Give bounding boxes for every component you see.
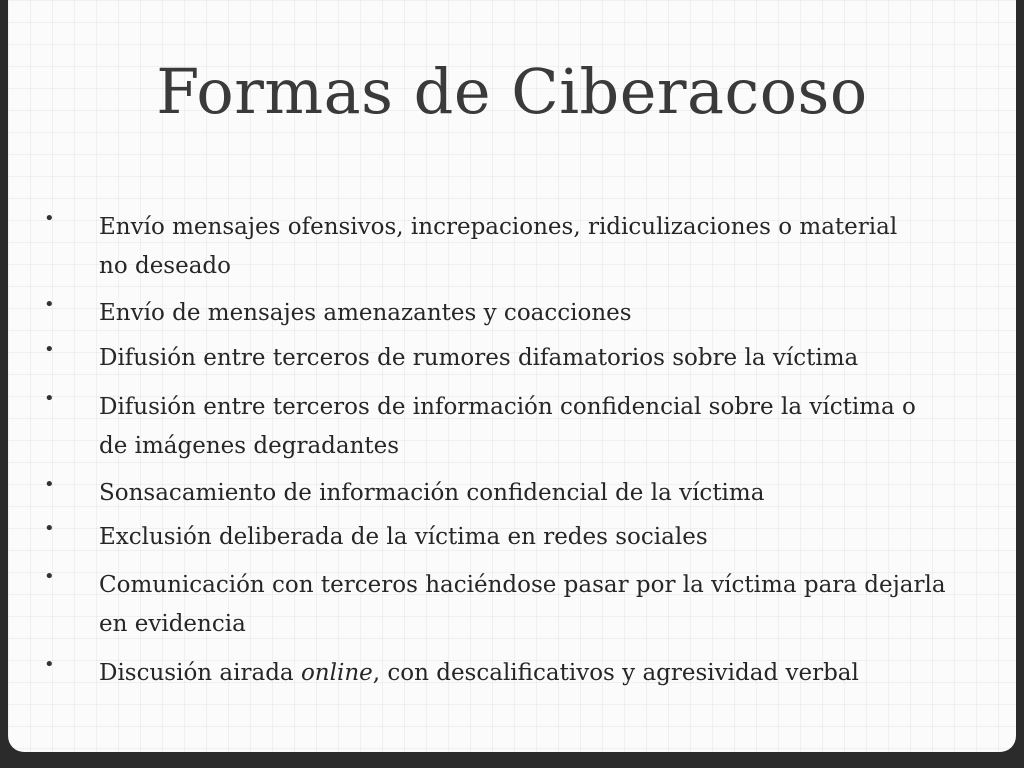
bullet-icon: •: [44, 474, 55, 495]
list-item-text: Difusión entre terceros de rumores difamatorios sobre la víctima: [99, 345, 859, 371]
list-item: [44, 518, 964, 557]
list-item-text: [99, 654, 964, 693]
bullet-icon: •: [44, 339, 55, 360]
list-item: [44, 208, 964, 286]
bullet-icon: •: [44, 654, 55, 675]
slide-title: Formas de Ciberacoso: [156, 55, 868, 128]
list-item-text-start: Discusión airada: [99, 660, 301, 686]
list-item: [44, 388, 964, 466]
list-item-text: Comunicación con terceros haciéndose pasar por la víctima para dejarla en evidencia: [99, 572, 946, 637]
list-item: [44, 339, 964, 378]
list-item-text: Exclusión deliberada de la víctima en redes sociales: [99, 524, 708, 550]
list-item-text-end: , con descalificativos y agresividad verbal: [372, 660, 859, 686]
list-item-text: Envío mensajes ofensivos, increpaciones, ridiculizaciones o material no deseado: [99, 214, 898, 279]
bullet-icon: •: [44, 388, 55, 409]
list-item-text: Envío de mensajes amenazantes y coacciones: [99, 300, 632, 326]
bullet-icon: •: [44, 208, 55, 229]
bullet-icon: •: [44, 518, 55, 539]
bullet-icon: •: [44, 294, 55, 315]
bullet-icon: •: [44, 566, 55, 587]
list-item: [44, 294, 964, 333]
list-item: [44, 654, 964, 693]
list-item: [44, 474, 964, 513]
list-item-text: Difusión entre terceros de información confidencial sobre la víctima o de imágenes degradantes: [99, 394, 916, 459]
emphasis-online: online: [300, 660, 373, 686]
list-item-text: Sonsacamiento de información confidencial de la víctima: [99, 480, 765, 506]
list-item: [44, 566, 964, 644]
